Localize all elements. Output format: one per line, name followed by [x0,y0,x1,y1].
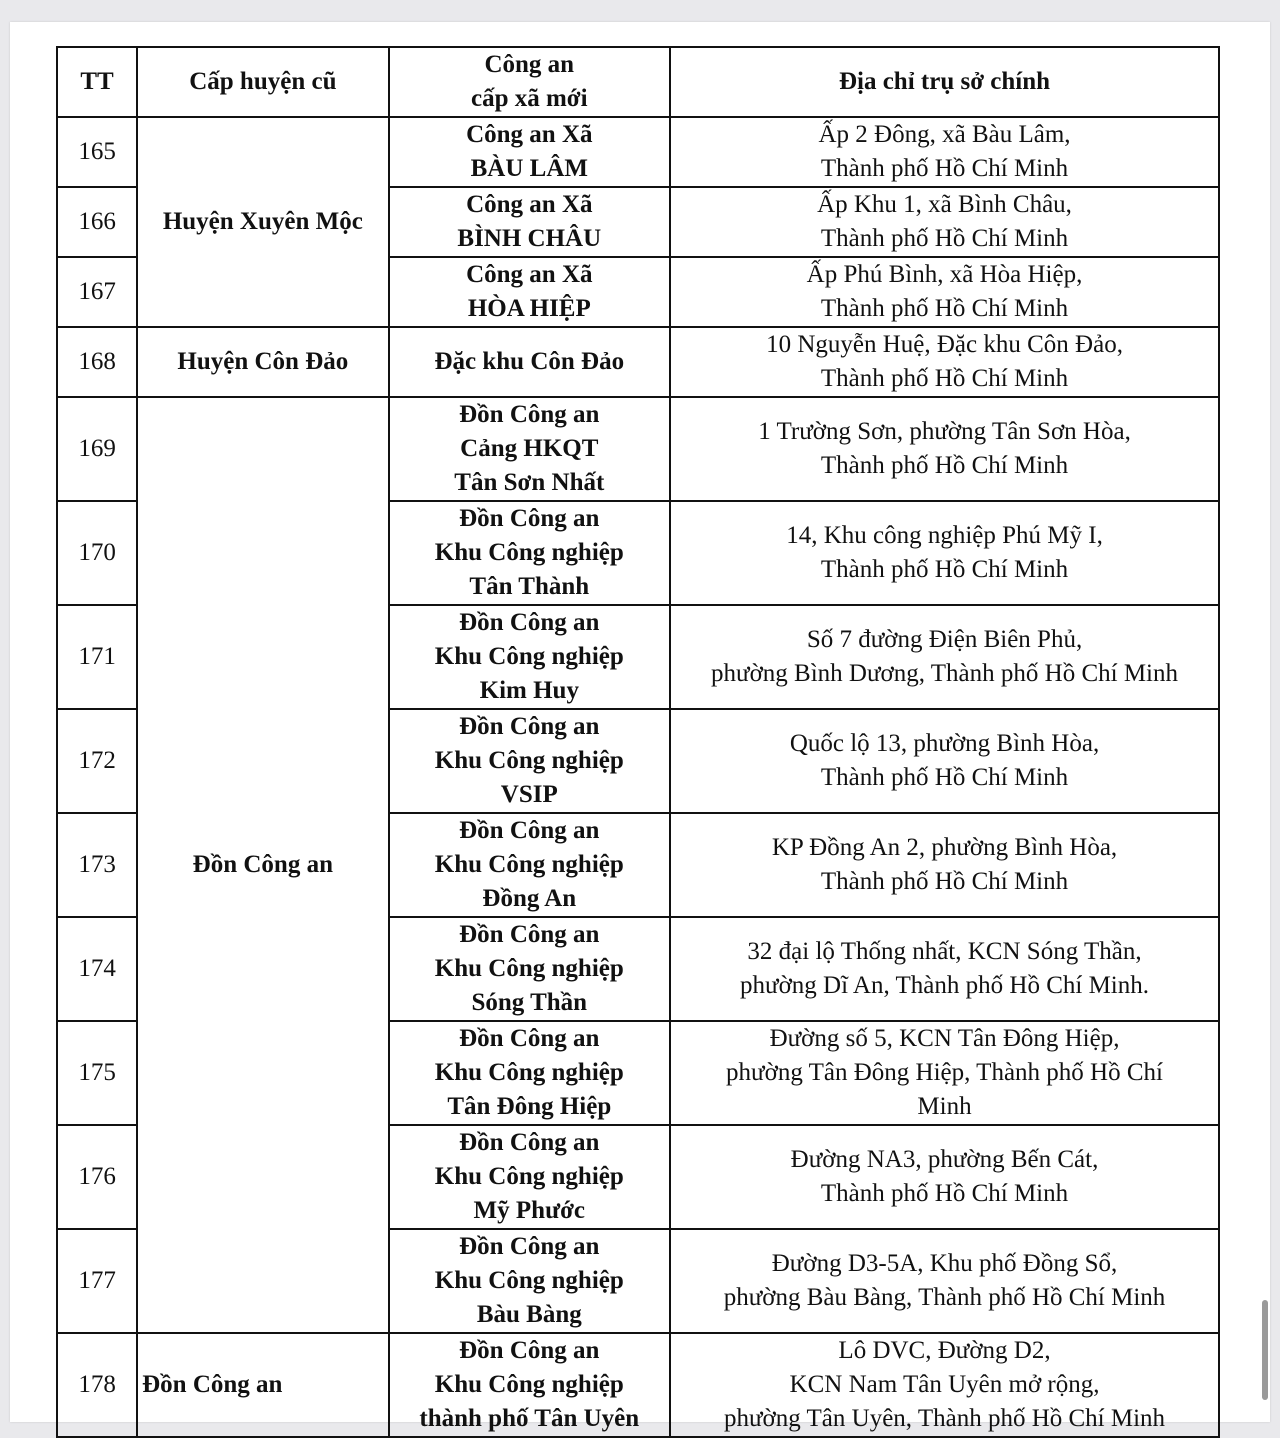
unit-cell [389,327,670,397]
address-cell [670,917,1219,1021]
address-line: Ấp Khu 1, xã Bình Châu, [817,191,1072,218]
address-line: phường Bình Dương, Thành phố Hồ Chí Minh [711,660,1178,687]
unit-line: Kim Huy [479,677,579,704]
unit-line: thành phố Tân Uyên [419,1405,640,1432]
header-unit-line2: cấp xã mới [470,85,588,112]
unit-line: BÀU LÂM [470,155,588,182]
address-cell [670,1333,1219,1437]
unit-line: Tân Sơn Nhất [454,469,605,496]
address-cell [670,813,1219,917]
address-cell [670,187,1219,257]
unit-line: Mỹ Phước [473,1197,586,1224]
unit-line: Khu Công nghiệp [434,955,624,982]
address-line: Ấp Phú Bình, xã Hòa Hiệp, [806,261,1083,288]
row-tt: 174 [57,917,137,1021]
unit-cell [389,709,670,813]
row-tt: 172 [57,709,137,813]
row-tt: 173 [57,813,137,917]
address-line: Thành phố Hồ Chí Minh [820,868,1069,895]
unit-cell [389,117,670,187]
unit-line: Tân Thành [469,573,590,600]
address-line: phường Tân Đông Hiệp, Thành phố Hồ Chí [726,1059,1163,1086]
unit-line: Khu Công nghiệp [434,539,624,566]
unit-line: Sóng Thần [471,989,588,1016]
address-line: Ấp 2 Đông, xã Bàu Lâm, [818,121,1071,148]
district-cell: Đồn Công an [137,1333,388,1437]
table-row [57,117,1219,187]
row-tt: 166 [57,187,137,257]
unit-line: Đồn Công an [459,1025,600,1052]
row-tt: 165 [57,117,137,187]
address-line: Quốc lộ 13, phường Bình Hòa, [789,730,1100,757]
unit-cell [389,917,670,1021]
row-tt: 178 [57,1333,137,1437]
address-line: phường Dĩ An, Thành phố Hồ Chí Minh. [740,972,1149,999]
unit-line: Đồn Công an [459,1337,600,1364]
address-cell [670,501,1219,605]
table-row [57,327,1219,397]
unit-line: Đồn Công an [459,713,600,740]
unit-line: Khu Công nghiệp [434,1163,624,1190]
unit-line: Công an Xã [466,191,593,218]
unit-line: Bàu Bàng [476,1301,582,1328]
unit-cell [389,1333,670,1437]
row-tt: 170 [57,501,137,605]
row-tt: 171 [57,605,137,709]
address-cell [670,257,1219,327]
table-header-row [57,47,1219,117]
address-line: Thành phố Hồ Chí Minh [820,764,1069,791]
vertical-scrollbar[interactable] [1262,1300,1268,1400]
unit-cell [389,187,670,257]
address-line: Lô DVC, Đường D2, [838,1337,1051,1364]
unit-line: Đồn Công an [459,1129,600,1156]
address-line: Thành phố Hồ Chí Minh [820,452,1069,479]
table-row [57,1333,1219,1437]
unit-line: Đồng An [482,885,577,912]
unit-line: Đồn Công an [459,401,600,428]
header-unit-line1: Công an [484,51,575,78]
header-district: Cấp huyện cũ [137,47,388,117]
row-tt: 176 [57,1125,137,1229]
district-cell: Huyện Côn Đảo [137,327,388,397]
unit-line: Đồn Công an [459,817,600,844]
district-cell: Đồn Công an [137,397,388,1333]
unit-line: Khu Công nghiệp [434,1371,624,1398]
unit-cell [389,1021,670,1125]
unit-line: Công an Xã [466,261,593,288]
unit-cell [389,813,670,917]
header-unit [389,47,670,117]
unit-line: Khu Công nghiệp [434,1267,624,1294]
row-tt: 177 [57,1229,137,1333]
address-line: Thành phố Hồ Chí Minh [820,1180,1069,1207]
unit-line: Khu Công nghiệp [434,851,624,878]
unit-line: Khu Công nghiệp [434,747,624,774]
address-cell [670,397,1219,501]
unit-line: Công an Xã [466,121,593,148]
unit-line: VSIP [500,781,558,808]
address-line: Thành phố Hồ Chí Minh [820,365,1069,392]
address-line: Đường số 5, KCN Tân Đông Hiệp, [769,1025,1120,1052]
unit-line: BÌNH CHÂU [457,225,602,252]
unit-line: Đồn Công an [459,1233,600,1260]
address-line: 10 Nguyễn Huệ, Đặc khu Côn Đảo, [766,331,1123,358]
address-line: Thành phố Hồ Chí Minh [820,155,1069,182]
address-line: Minh [917,1093,972,1120]
unit-cell [389,605,670,709]
unit-cell [389,1125,670,1229]
unit-cell [389,501,670,605]
district-cell: Huyện Xuyên Mộc [137,117,388,327]
address-line: phường Bàu Bàng, Thành phố Hồ Chí Minh [723,1284,1166,1311]
address-line: Số 7 đường Điện Biên Phủ, [806,626,1083,653]
header-address: Địa chỉ trụ sở chính [670,47,1219,117]
row-tt: 167 [57,257,137,327]
address-line: phường Tân Uyên, Thành phố Hồ Chí Minh [723,1405,1166,1432]
unit-line: Đồn Công an [459,609,600,636]
unit-line: Khu Công nghiệp [434,1059,624,1086]
address-line: Thành phố Hồ Chí Minh [820,556,1069,583]
address-line: Đường D3-5A, Khu phố Đồng Sổ, [771,1250,1118,1277]
address-line: KP Đồng An 2, phường Bình Hòa, [771,834,1118,861]
unit-cell [389,397,670,501]
row-tt: 169 [57,397,137,501]
address-line: 1 Trường Sơn, phường Tân Sơn Hòa, [758,418,1131,445]
unit-line: Tân Đông Hiệp [447,1093,612,1120]
unit-line: HÒA HIỆP [467,295,591,322]
unit-line: Khu Công nghiệp [434,643,624,670]
address-cell [670,709,1219,813]
address-cell [670,1229,1219,1333]
row-tt: 175 [57,1021,137,1125]
address-cell [670,327,1219,397]
header-tt: TT [57,47,137,117]
address-line: KCN Nam Tân Uyên mở rộng, [789,1371,1100,1398]
row-tt: 168 [57,327,137,397]
address-line: Thành phố Hồ Chí Minh [820,225,1069,252]
unit-line: Đặc khu Côn Đảo [434,348,625,375]
unit-line: Cảng HKQT [460,435,599,462]
table-row [57,397,1219,501]
unit-line: Đồn Công an [459,921,600,948]
address-cell [670,605,1219,709]
address-cell [670,1125,1219,1229]
unit-line: Đồn Công an [459,505,600,532]
unit-cell [389,1229,670,1333]
address-cell [670,1021,1219,1125]
address-line: 32 đại lộ Thống nhất, KCN Sóng Thần, [747,938,1142,965]
police-units-table [56,46,1220,1438]
address-cell [670,117,1219,187]
address-line: Đường NA3, phường Bến Cát, [790,1146,1099,1173]
address-line: Thành phố Hồ Chí Minh [820,295,1069,322]
unit-cell [389,257,670,327]
address-line: 14, Khu công nghiệp Phú Mỹ I, [786,522,1103,549]
